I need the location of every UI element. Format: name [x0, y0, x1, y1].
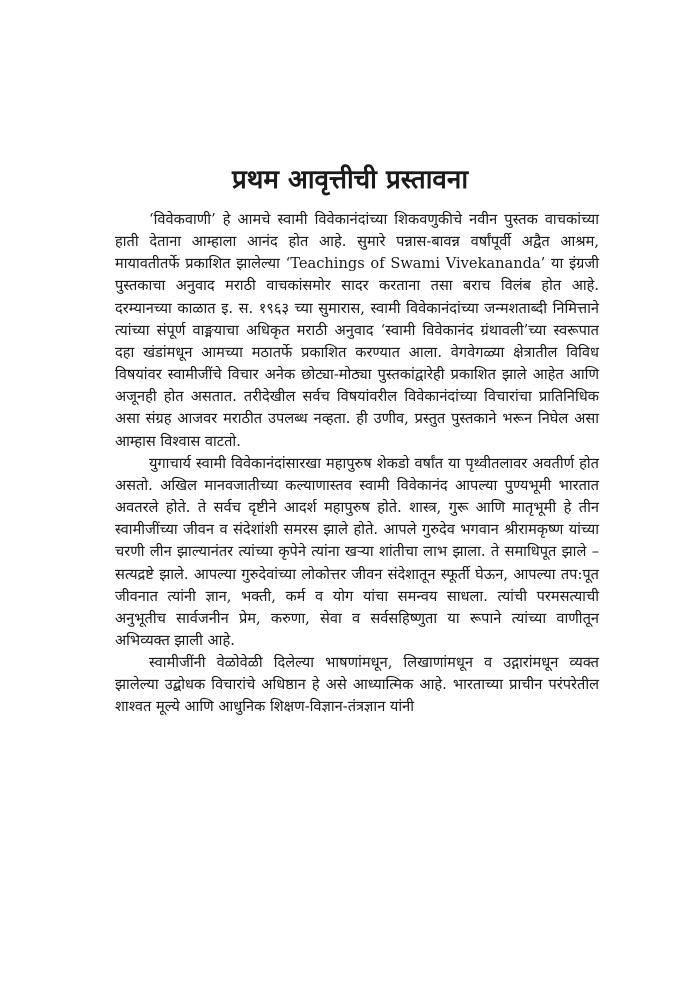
body-text [115, 209, 599, 719]
page-title: प्रथम आवृत्तीची प्रस्तावना [231, 165, 469, 195]
paragraph-2: युगाचार्य स्वामी विवेकानंदांसारखा महापुरुष शेकडो वर्षांत या पृथ्वीतलावर अवतीर्ण होत असतो. अखिल मानवजातीच्या कल्याणास्तव स्वामी विवेकानंद आपल्या पुण्यभूमी भारतात अवतरले होते. ते सर्वच दृष्टीने आदर्श महापुरुष होते. शास्त्र, गुरू आणि मातृभूमी हे तीन स्वामीजींच्या जीवन व संदेशांशी समरस झाले होते. आपले गुरुदेव भगवान श्रीरामकृष्ण यांच्या चरणी लीन झाल्यानंतर त्यांच्या कृपेने त्यांना खऱ्या शांतीचा लाभ झाला. ते समाधिपूत झाले – सत्यद्रष्टे झाले. आपल्या गुरुदेवांच्या लोकोत्तर जीवन संदेशातून स्फूर्ती घेऊन, आपल्या तप:पूत जीवनात त्यांनी ज्ञान, भक्ती, कर्म व योग यांचा समन्वय साधला. त्यांची परमसत्याची अनुभूतीच सार्वजनीन प्रेम, करुणा, सेवा व सर्वसहिष्णुता या रूपाने त्यांच्या वाणीतून अभिव्यक्त झाली आहे. [115, 454, 599, 649]
paragraph-1: ‘विवेकवाणी’ हे आमचे स्वामी विवेकानंदांच्या शिकवणुकीचे नवीन पुस्तक वाचकांच्या हाती देताना आम्हाला आनंद होत आहे. सुमारे पन्नास-बावन्न वर्षांपूर्वी अद्वैत आश्रम, मायावतीतर्फे प्रकाशित झालेल्या ‘Teachings of Swami Vivekananda’ या इंग्रजी पुस्तकाचा अनुवाद मराठी वाचकांसमोर सादर करताना तसा बराच विलंब होत आहे. दरम्यानच्या काळात इ. स. १९६३ च्या सुमारास, स्वामी विवेकानंदांच्या जन्मशताब्दी निमित्ताने त्यांच्या संपूर्ण वाङ्मयाचा अधिकृत मराठी अनुवाद ‘स्वामी विवेकानंद ग्रंथावली’च्या स्वरूपात दहा खंडांमधून आमच्या मठातर्फे प्रकाशित करण्यात आला. वेगवेगळ्या क्षेत्रातील विविध विषयांवर स्वामीजींचे विचार अनेक छोट्या-मोठ्या पुस्तकांद्वारेही प्रकाशित झाले आहेत आणि अजूनही होत असतात. तरीदेखील सर्वच विषयांवरील विवेकानंदांच्या विचारांचा प्रातिनिधिक असा संग्रह आजवर मराठीत उपलब्ध नव्हता. ही उणीव, प्रस्तुत पुस्तकाने भरून निघेल असा आम्हास विश्वास वाटतो. [115, 211, 599, 450]
paragraph-3: स्वामीजींनी वेळोवेळी दिलेल्या भाषणांमधून, लिखाणांमधून व उद्गारांमधून व्यक्त झालेल्या उद्बोधक विचारांचे अधिष्ठान हे असे आध्यात्मिक आहे. भारताच्या प्राचीन परंपरेतील शाश्वत मूल्ये आणि आधुनिक शिक्षण-विज्ञान-तंत्रज्ञान यांनी [115, 654, 599, 716]
